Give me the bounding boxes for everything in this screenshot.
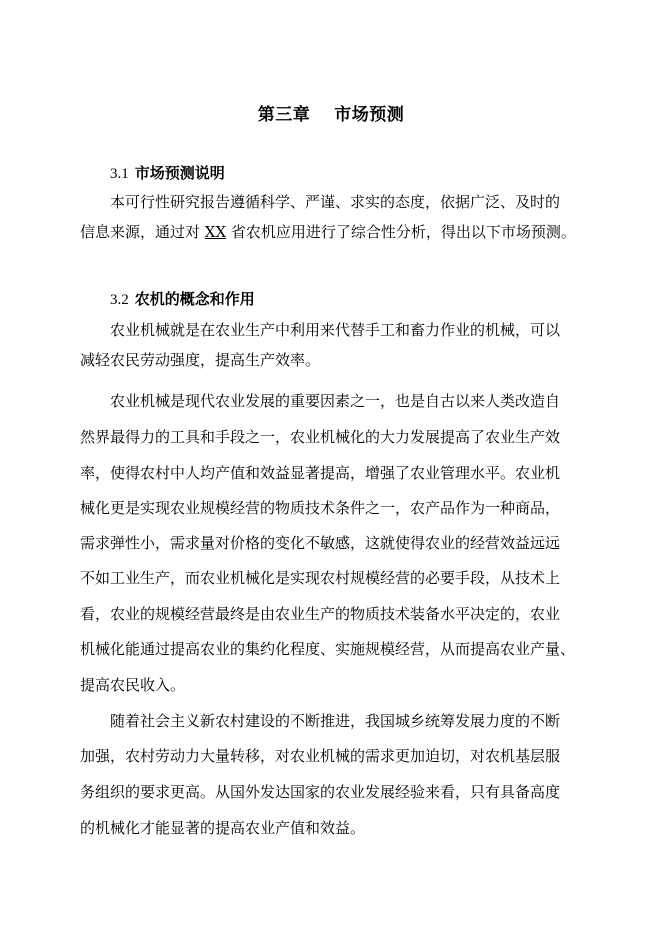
section-heading-3-2: [110, 288, 255, 309]
section-title: 市场预测说明: [134, 164, 225, 182]
paragraph-line: 加强，农村劳动力大量转移，对农业机械的需求更加迫切，对农机基层服: [80, 747, 561, 765]
paragraph-line: 提高农民收入。: [80, 676, 186, 694]
paragraph-line: 看，农业的规模经营最终是由农业生产的物质技术装备水平决定的，农业: [80, 605, 561, 623]
paragraph-line: 的机械化才能显著的提高农业产值和效益。: [80, 819, 366, 837]
paragraph-line: 减轻农民劳动强度，提高生产效率。: [80, 351, 321, 369]
chapter-title: 第三章 市场预测: [257, 105, 405, 125]
paragraph-line: 率，使得农村中人均产值和效益显著提高，增强了农业管理水平。农业机: [80, 464, 561, 482]
paragraph-line: 农业机械就是在农业生产中利用来代替手工和畜力作业的机械，可以: [110, 321, 561, 339]
paragraph-line: 机械化能通过提高农业的集约化程度、实施规模经营，从而提高农业产量、: [80, 640, 576, 658]
section-heading-3-1: [110, 162, 225, 183]
paragraph-line: 需求弹性小，需求量对价格的变化不敏感，这就使得农业的经营效益远远: [80, 534, 561, 552]
paragraph-line: 然界最得力的工具和手段之一，农业机械化的大力发展提高了农业生产效: [80, 428, 561, 446]
paragraph-line: 信息来源，通过对 XX 省农机应用进行了综合性分析，得出以下市场预测。: [80, 223, 576, 241]
section-number: 3.2: [110, 292, 129, 308]
placeholder-underline: XX: [204, 223, 227, 241]
paragraph-line: 本可行性研究报告遵循科学、严谨、求实的态度，依据广泛、及时的: [110, 193, 561, 211]
paragraph-line: 随着社会主义新农村建设的不断推进，我国城乡统筹发展力度的不断: [110, 712, 561, 730]
paragraph-line: 农业机械是现代农业发展的重要因素之一，也是自古以来人类改造自: [110, 392, 561, 410]
paragraph-line: 务组织的要求更高。从国外发达国家的农业发展经验来看，只有具备高度: [80, 783, 561, 801]
section-number: 3.1: [110, 166, 129, 182]
section-title: 农机的概念和作用: [134, 290, 255, 308]
paragraph-line: 械化更是实现农业规模经营的物质技术条件之一，农产品作为一种商品，: [80, 499, 561, 517]
paragraph-line: 不如工业生产，而农业机械化是实现农村规模经营的必要手段，从技术上: [80, 569, 561, 587]
